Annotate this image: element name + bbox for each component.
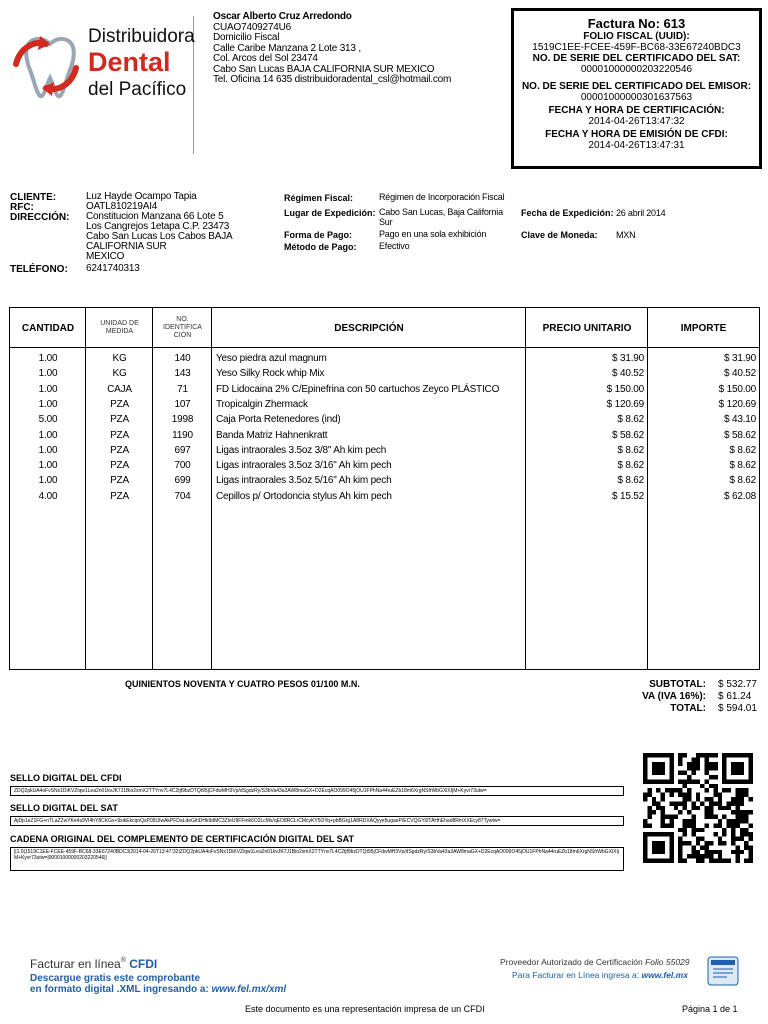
- cell-desc: Ligas intraorales 3.5oz 5/16" Ah kim pech: [216, 475, 392, 487]
- amount-in-words: QUINIENTOS NOVENTA Y CUATRO PESOS 01/100 M.N.: [125, 679, 360, 689]
- company-logo: [8, 16, 194, 154]
- sello-cfdi-value: ZDQ2pkUA4oFvSNx1DiKVZiqw1Lea2n01kvJK7J1Bio2xmX2TTYnv7L4C2tjf9bzDTQt95jCFdwMH3Vp/dSgdzRy/S3bVa43a3AW8maGX+D2EcqAO099O45jOU1FPhNa44ruEZb18m6XrgNSfrWbGXiXIjM+Kyvr73utw=: [10, 786, 624, 796]
- logo-text-dental: Dental: [88, 47, 171, 77]
- col-precio: PRECIO UNITARIO: [542, 322, 632, 334]
- cell-price: $ 58.62: [612, 429, 644, 441]
- table-row: [10, 443, 759, 458]
- sat-cert-value: 00001000000203220546: [580, 64, 693, 75]
- total-label: TOTAL:: [670, 703, 706, 714]
- metodo-pago-value: Efectivo: [379, 241, 410, 251]
- cell-unit: KG: [112, 353, 127, 364]
- emisor-cert-label: NO. DE SERIE DEL CERTIFICADO DEL EMISOR:: [521, 81, 752, 92]
- folio-value: 1519C1EE-FCEE-459F-BC68-33E67240BDC3: [532, 42, 741, 53]
- iva-value: $ 61.24: [718, 691, 752, 702]
- fecha-expedicion-value: 26 abril 2014: [616, 208, 666, 218]
- client-label: CLIENTE:: [10, 192, 57, 203]
- cell-desc: Ligas intraorales 3.5oz 3/8" Ah kim pech: [216, 444, 387, 456]
- cell-unit: PZA: [110, 475, 129, 487]
- cell-price: $ 120.69: [606, 398, 644, 410]
- cell-unit: PZA: [110, 398, 129, 410]
- client-address-3: Cabo San Lucas Los Cabos BAJA: [86, 231, 233, 242]
- regimen-value: Régimen de Incorporación Fiscal: [379, 192, 505, 202]
- table-row: [10, 366, 759, 381]
- emission-date-label: FECHA Y HORA DE EMISIÓN DE CFDI:: [545, 129, 728, 140]
- issuer-rfc: CUAO7409274U6: [213, 21, 292, 33]
- cell-price: $ 8.62: [617, 414, 644, 426]
- cell-id: 700: [174, 460, 191, 472]
- cell-desc: FD Lidocaina 2% C/Epinefrina con 50 cartuchos Zeyco PLÁSTICO: [216, 383, 500, 395]
- cell-qty: 1.00: [38, 383, 58, 395]
- table-row: [10, 382, 759, 397]
- cell-qty: 1.00: [38, 460, 58, 472]
- emission-date-value: 2014-04-26T13:47:31: [588, 140, 685, 151]
- cell-qty: 1.00: [38, 398, 58, 410]
- cell-id: 71: [177, 383, 188, 395]
- client-phone-label: TELÉFONO:: [10, 264, 68, 275]
- cell-qty: 1.00: [38, 368, 58, 380]
- cell-price: $ 15.52: [612, 490, 644, 502]
- moneda-value: MXN: [616, 230, 636, 240]
- cell-unit: PZA: [110, 444, 129, 456]
- client-address-5: MEXICO: [86, 251, 125, 262]
- col-descripcion: DESCRIPCIÓN: [334, 322, 404, 334]
- cell-id: 143: [174, 368, 191, 380]
- table-row: [10, 458, 759, 473]
- cell-price: $ 8.62: [617, 444, 644, 456]
- fel-link[interactable]: www.fel.mx: [641, 970, 688, 980]
- cell-id: 699: [174, 475, 191, 487]
- cell-amount: $ 31.90: [724, 353, 756, 364]
- cell-amount: $ 40.52: [724, 368, 756, 380]
- client-rfc: OATL810219AI4: [86, 201, 158, 212]
- page-number: Página 1 de 1: [682, 1004, 738, 1014]
- cell-unit: PZA: [110, 414, 129, 426]
- sello-cfdi-title: SELLO DIGITAL DEL CFDI: [10, 773, 122, 783]
- metodo-pago-label: Método de Pago:: [284, 242, 357, 252]
- client-rfc-label: RFC:: [10, 202, 34, 213]
- tooth-icon: [10, 30, 82, 102]
- cell-unit: KG: [112, 368, 127, 380]
- cell-amount: $ 8.62: [729, 475, 756, 487]
- issuer-name: Oscar Alberto Cruz Arredondo: [213, 11, 352, 22]
- lugar-value: [379, 208, 503, 227]
- client-address-4: CALIFORNIA SUR: [86, 241, 167, 252]
- table-row: [10, 351, 759, 366]
- iva-label: VA (IVA 16%):: [642, 691, 706, 702]
- forma-pago-value: Pago en una sola exhibición: [379, 229, 487, 239]
- subtotal-label: SUBTOTAL:: [649, 679, 706, 690]
- cell-qty: 1.00: [38, 475, 58, 487]
- forma-pago-label: Forma de Pago:: [284, 230, 353, 240]
- cell-desc: Caja Porta Retenedores (ind): [216, 414, 341, 426]
- regimen-label: Régimen Fiscal:: [284, 193, 354, 203]
- total-value: $ 594.01: [718, 703, 757, 714]
- cell-desc: Tropicalgin Zhermack: [216, 398, 308, 410]
- cell-amount: $ 62.08: [724, 490, 756, 502]
- xml-download-link[interactable]: www.fel.mx/xml: [211, 984, 287, 995]
- table-row: [10, 428, 759, 443]
- cell-desc: Yeso Silky Rock whip Mix: [216, 368, 325, 380]
- cert-date-label: FECHA Y HORA DE CERTIFICACIÓN:: [548, 105, 725, 116]
- lugar-label: Lugar de Expedición:: [284, 208, 376, 218]
- cell-amount: $ 8.62: [729, 444, 756, 456]
- issuer-contact: Tel. Oficina 14 635 distribuidoradental_csl@hotmail.com: [213, 74, 452, 85]
- cell-id: 704: [174, 490, 191, 502]
- client-address-2: Los Cangrejos 1etapa C.P. 23473: [86, 221, 230, 232]
- issuer-regime: Domicilio Fiscal: [213, 32, 280, 43]
- cell-price: $ 40.52: [612, 368, 644, 380]
- invoice-header-box: [511, 8, 762, 169]
- cell-amount: $ 8.62: [729, 460, 756, 472]
- cell-price: $ 31.90: [612, 353, 644, 364]
- footer-brand-cfdi: CFDI: [129, 957, 158, 971]
- folio-label: FOLIO FISCAL (UUID):: [583, 31, 690, 42]
- moneda-label: Clave de Moneda:: [521, 230, 598, 240]
- logo-text-pacifico: del Pacífico: [88, 79, 187, 100]
- client-address-1: Constitucion Manzana 66 Lote 5: [86, 211, 224, 222]
- issuer-info: [213, 12, 503, 86]
- logo-text-distribuidora: Distribuidora: [88, 26, 195, 47]
- cell-amount: $ 150.00: [718, 383, 756, 395]
- provider-text: Proveedor Autorizado de Certificación: [500, 957, 643, 967]
- cell-unit: PZA: [110, 460, 129, 472]
- issuer-address-3: Cabo San Lucas BAJA CALIFORNIA SUR MEXICO: [213, 63, 435, 75]
- footer-brand: Facturar en línea: [30, 957, 121, 971]
- subtotal-value: $ 532.77: [718, 679, 757, 690]
- lugar-value-1: Cabo San Lucas, Baja California: [379, 207, 503, 217]
- cell-price: $ 150.00: [606, 383, 644, 395]
- col-importe: IMPORTE: [680, 322, 727, 334]
- sello-sat-value: AjDp1eZ1FG+nTLaZZwYKe4s9VI4hY8CKGx+9sikEkcqnQsP09UIwAkPFDaLdeGihDHk9dMC3ZIeU9FFmk6O2LcMs/qEO8RCLrCMcyKY5OYq+pbBGrg1A8RDXAQyye5ugaeP/ECVQGYi0TAHhEhad8RmXXEcy87Tywtw=: [10, 816, 624, 826]
- fecha-expedicion-label: Fecha de Expedición:: [521, 208, 614, 218]
- cell-qty: 1.00: [38, 429, 58, 441]
- cell-desc: Cepillos p/ Ortodoncia stylus Ah kim pech: [216, 490, 392, 502]
- col-identificacion: NO. IDENTIFICA CIÓN: [163, 316, 202, 339]
- emisor-cert-value: 00001000000301637563: [580, 92, 693, 103]
- client-name: Luz Hayde Ocampo Tapia: [86, 191, 197, 202]
- footer-download-line-2: en formato digital .XML ingresando a:: [30, 984, 209, 995]
- cell-id: 140: [174, 353, 191, 364]
- col-unidad: UNIDAD DE MEDIDA: [100, 320, 139, 335]
- footer-download-line-1: Descargue gratis este comprobante: [30, 973, 201, 984]
- cell-qty: 1.00: [38, 444, 58, 456]
- issuer-address-2: Col. Arcos del Sol 23474: [213, 53, 318, 64]
- cell-qty: 4.00: [38, 490, 58, 502]
- cell-unit: PZA: [110, 490, 129, 502]
- cell-amount: $ 58.62: [724, 429, 756, 441]
- issuer-address-1: Calle Caribe Manzana 2 Lote 313 ,: [213, 42, 361, 54]
- sat-seal-icon: [707, 955, 739, 987]
- cell-id: 107: [174, 398, 191, 410]
- cell-price: $ 8.62: [617, 475, 644, 487]
- client-address: [86, 212, 233, 262]
- invite-text: Para Facturar en Línea ingresa a:: [512, 970, 640, 980]
- qr-code-icon: [643, 753, 753, 863]
- table-row: [10, 412, 759, 427]
- cert-date-value: 2014-04-26T13:47:32: [588, 116, 685, 127]
- cell-unit: CAJA: [107, 383, 132, 395]
- table-row: [10, 397, 759, 412]
- cell-unit: PZA: [110, 429, 129, 441]
- cell-qty: 1.00: [38, 353, 58, 364]
- footer-left: Facturar en línea® CFDI Descargue gratis este comprobante en formato digital .XML ingresando a: www.fel.mx/xml: [30, 957, 287, 995]
- cell-amount: $ 120.69: [718, 398, 756, 410]
- cell-amount: $ 43.10: [724, 414, 756, 426]
- cell-id: 697: [174, 444, 191, 456]
- client-address-label: DIRECCIÓN:: [10, 212, 70, 223]
- lugar-value-2: Sur: [379, 216, 393, 227]
- client-phone: 6241740313: [86, 263, 140, 274]
- cell-price: $ 8.62: [617, 460, 644, 472]
- sello-sat-title: SELLO DIGITAL DEL SAT: [10, 803, 118, 813]
- cell-desc: Yeso piedra azul magnum: [216, 353, 327, 364]
- cell-qty: 5.00: [38, 414, 58, 426]
- cadena-original-title: CADENA ORIGINAL DEL COMPLEMENTO DE CERTIFICACIÓN DIGITAL DEL SAT: [10, 834, 355, 844]
- col-cantidad: CANTIDAD: [21, 322, 75, 334]
- footer-disclaimer: Este documento es una representación impresa de un CFDI: [245, 1004, 485, 1014]
- table-row: [10, 473, 759, 488]
- table-row: [10, 489, 759, 504]
- cell-desc: Ligas intraorales 3.5oz 3/16" Ah kim pech: [216, 460, 392, 472]
- footer-right: [500, 957, 690, 980]
- cell-id: 1190: [172, 429, 193, 441]
- cell-desc: Banda Matriz Hahnenkratt: [216, 429, 328, 441]
- cadena-original-value: ||1.0|1519C1EE-FCEE-459F-BC68-33E67240BDC3|2014-04-26T13:47:32|ZDQ2pkUA4oFvSNx1DiKVZiqw1Lea2n01kvJK7J1Bio2xmX2TTYnv7L4C2tjf9bzDTQt95jCFdwMH3Vp/dSgdzRy/S3bVa43a3AW8maGX+D2EcqAO099O45jOU1FPhNa44ruEZb18m6XrgNSfrWbGXiXIjM+Kyvr73utw=|00001000000203220546||: [10, 847, 624, 871]
- invoice-number: Factura No: 613: [587, 16, 686, 31]
- cell-id: 1998: [171, 414, 194, 426]
- sat-cert-label: NO. DE SERIE DEL CERTIFICADO DEL SAT:: [532, 53, 741, 64]
- items-table: [9, 307, 760, 670]
- provider-folio: Folio 55029: [645, 957, 690, 967]
